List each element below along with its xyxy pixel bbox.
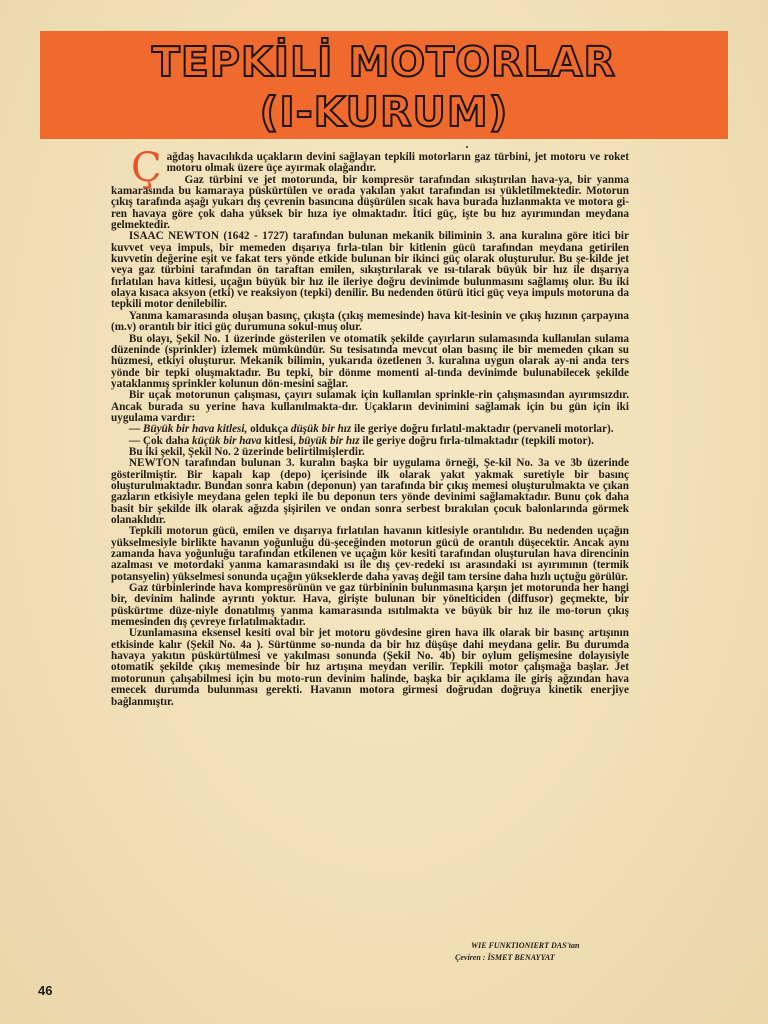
paragraph: Bu iki şekil, Şekil No. 2 üzerinde belirtilmişlerdir. <box>128 445 365 458</box>
paragraph: ISAAC NEWTON (1642 - 1727) tarafından bulunan mekanik biliminin 3. ana kuralına göre itici bir kuvvet veya impuls, bir memeden dışarıya fırla-tılan bir kitlenin gücü tarafından meydana getirilen kuvvetin değerine eşit ve fakat ters yönde etkide bulunan bir ikinci güç olarak oluşturulur. Bu şe-kilde jet veya gaz türbini tarafından ön taraftan emilen, sıkıştırılarak ve ısı-tılarak büyük bir hız ile dışarıya fırlatılan hava kitlesi, uçağın büyük bir hız ile ileriye doğru devinimde bulunmasını sağlamış olur. Bu iki olaya kısaca aksyon (etki) ve reaksiyon (tepki) denilir. Bu nedenden ötürü itici güç veya impuls motoruna da tepkili motor denilebilir. <box>111 230 629 311</box>
emphasis: küçük bir hava <box>192 434 262 447</box>
translator-credit: Çeviren : İSMET BENAYYAT <box>455 953 555 962</box>
article-credits <box>455 940 630 964</box>
paragraph-intro <box>111 145 629 191</box>
paragraph: Uzunlamasına eksensel kesiti oval bir jet motoru gövdesine giren hava ilk olarak bir basınç artışının etkisinde kalır (Şekil No. 4a ). Sürtünme so-nunda da bir hız düşüşe dahi meydana gelir. Bu durumda havaya yakıtın püskürtülmesi ve yakılması sonunda (Şekil No. 4b) bir oylum gelişmesine dolayısiyle otomatik şekilde çıkış memesinde bir hız artışına meydan verilir. Tepkili motor çalışmağa başlar. Jet motorunun çalışabilmesi için bu moto-run devinim halinde, başka bir açıklama ile giriş ağzından hava emecek durumda bulunması gerekti. Havanın motora girmesi doğrudan doğruya kinetik enerjiye bağlanmıştır. <box>111 627 629 708</box>
emphasis: Büyük bir hava kitlesi, <box>142 423 248 436</box>
text: kitlesi, <box>261 434 299 447</box>
paragraph: Tepkili motorun gücü, emilen ve dışarıya fırlatılan havanın kitlesiyle orantılıdır. Bu nedenden uçağın yükselmesiyle birlikte havanın yoğunluğu dü-şeceğinden motorun gücü de orantılı düşecektir. Ancak aynı zamanda hava yoğunluğu tarafından etkilenen ve uçağın kör kesiti tarafından oluşturulan hava direncinin azalması ve motordaki yanma kamarasındaki ısı ile dış çev-redeki ısı arasındaki ısı ayırımının (termik potansyelin) yükselmesi sonunda uçağın yükseklerde daha yavaş değil tam tersine daha hızlı uçtuğu görülür. <box>111 525 629 583</box>
paragraph: Yanma kamarasında oluşan basınç, çıkışta (çıkış memesinde) hava kit-lesinin ve çıkış hızının çarpayına (m.v) orantılı bir itici güç durumuna sokul-muş olur. <box>111 309 629 334</box>
text: oldukça <box>247 423 291 436</box>
title-banner <box>40 31 728 139</box>
paragraph: NEWTON tarafından bulunan 3. kuralın başka bir uygulama örneği, Şe-kil No. 3a ve 3b üzerinde gösterilmiştir. Bir kapalı kap (depo) içerisinde ilk olarak yakıt yakmak suretiyle bir basınç oluşturulmaktadır. Bundan sonra kabın (deponun) yan tarafında bir çıkış memesi oluşturulmakta ve çıkan gazların etkisiyle meydana gelen tepki ile bu deponun ters yönde devinimi sağlamaktadır. Bunu çok daha basit bir şekilde ilk olarak ağızda şişirilen ve ondan sonra serbest bırakılan çocuk balonlarında görmek olanaklıdır. <box>111 457 629 526</box>
article-body <box>111 145 629 708</box>
print-speck <box>466 146 468 148</box>
emphasis: büyük bir hız <box>298 434 360 447</box>
article-subtitle: (I-KURUM) <box>259 88 509 136</box>
paragraph: Bir uçak motorunun çalışması, çayırı sulamak için kullanılan sprinkle-rin çalışmasından ayırımsızdır. Ancak burada su yerine hava kullanılmakta-dır. Uçakların devinimini sağlamak için bu gün için iki uygulama vardır: <box>111 389 629 424</box>
paragraph-text: ağdaş havacılıkda uçakların devini sağlayan tepkili motorların gaz türbini, jet motoru ve roket motoru olmak üzere üçe ayırmak olağandır. <box>166 151 629 175</box>
emphasis: düşük bir hız <box>290 423 352 436</box>
text: ile geriye doğru fırlatıl-maktadır (pervaneli motorlar). <box>351 423 614 436</box>
text: — Çok daha <box>128 434 193 447</box>
source-credit: WIE FUNKTIONIERT DAS'tan <box>471 941 580 950</box>
drop-cap: Ç <box>131 145 162 191</box>
article-title: TEPKİLİ MOTORLAR <box>151 38 617 86</box>
page-number: 46 <box>38 983 53 998</box>
dash: — <box>128 423 143 436</box>
paragraph: Gaz türbini ve jet motorunda, bir kompresör tarafından sıkıştırılan hava-ya, bir yanma kamarasında bu kamaraya püskürtülen ve orada yakılan yakıt tarafından ısı yükletilmektedir. Motorun çıkış tarafında aşağı yukarı dış çevrenin basıncına düşürülen sıcak hava burada hızlanmakta ve motora gi-ren havaya göre çok daha yüksek bir hıza iye olmaktadır. İtici güç, işte bu hız ayırımından meydana gelmektedir. <box>111 173 629 232</box>
paragraph: Gaz türbinlerinde hava kompresörünün ve gaz türbininin bulunmasına karşın jet motorunda her hangi bir, devinim halinde ayrıntı yoktur. Hava, girişte bulunan bir yöneltici̇den (diffusor) geçmekte, bir püskürtme düze-niyle donatılmış yanma kamarasında ısıtılmakta ve büyük bir hız ile mo-torun çıkış memesinden dış çevreye fırlatılmaktadır. <box>111 582 629 629</box>
text: ile geriye doğru fırla-tılmaktadır (tepkili motor). <box>359 434 594 447</box>
paragraph: Bu olayı, Şekil No. 1 üzerinde gösterilen ve otomatik şekilde çayırların sulamasında kullanılan sulama düzeninde (sprinkler) izlemek mümkündür. Su tesisatında mevcut olan basınç ile bir memeden çıkan su hüzmesi, etkiyi oluşturur. Mekanik bilimin, yukarıda özetlenen 3. kuralına uygun olarak ay-ni anda ters yönde bir tepki oluşmaktadır. Bu tepki, bir dönme momenti al-tında devinimde bulunabilecek şekilde yataklanmış sprinkler kolunun dön-mesini sağlar. <box>111 332 629 390</box>
